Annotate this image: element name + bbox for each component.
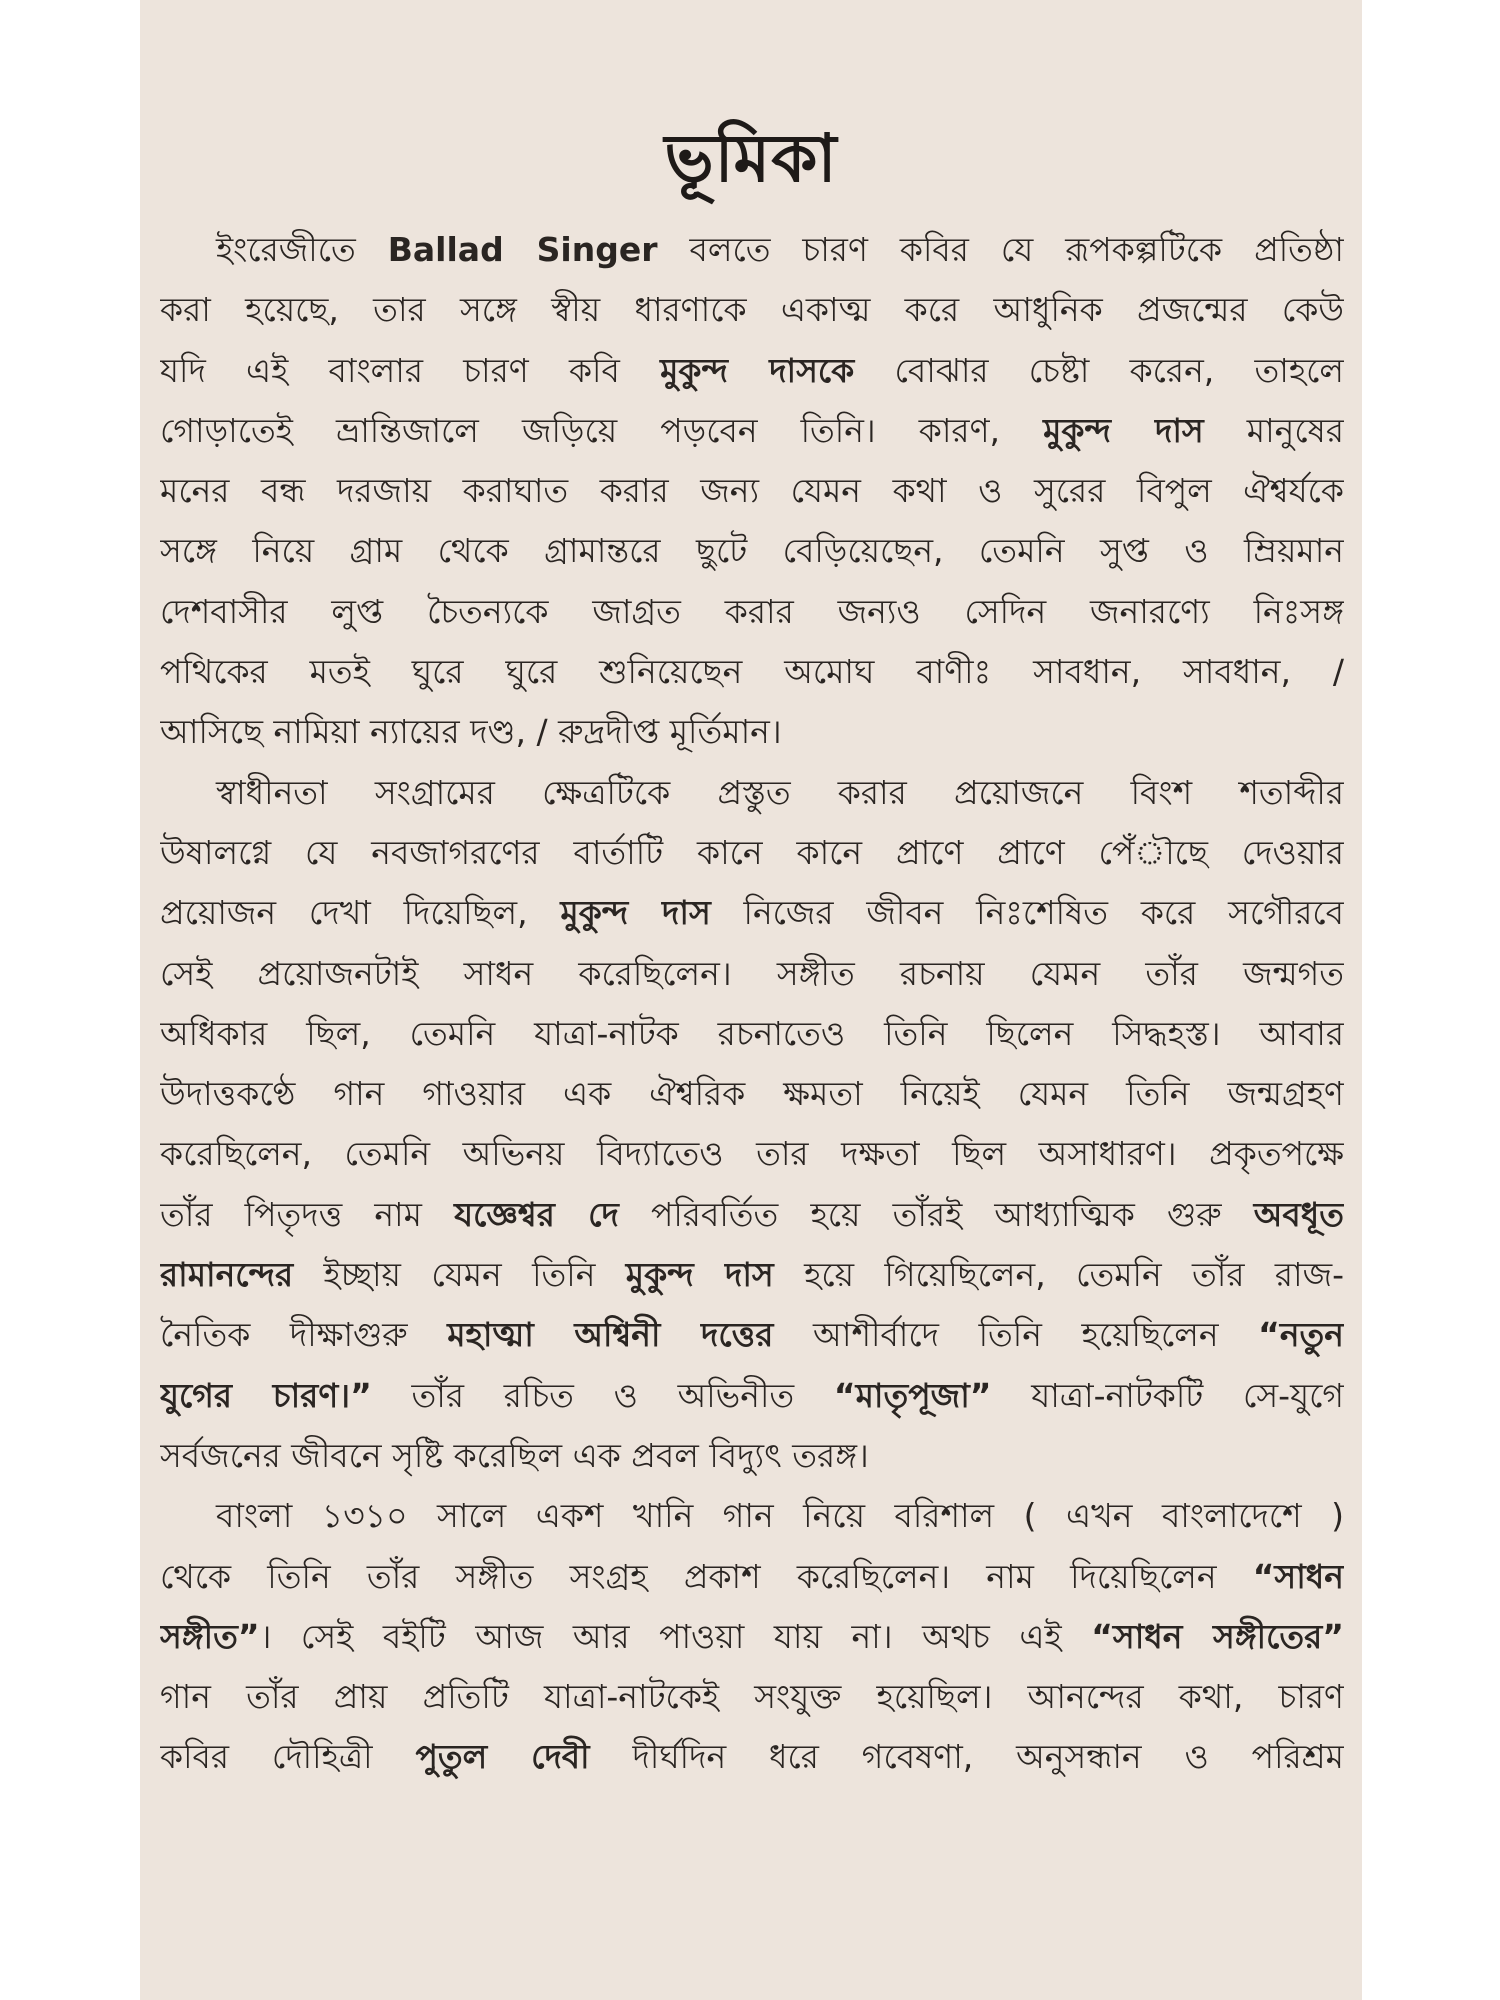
text-line xyxy=(160,1245,1344,1305)
bold-text-segment: “সাধন xyxy=(1252,1556,1344,1596)
text-segment: নিজের জীবন নিঃশেষিত করে সগৌরবে xyxy=(710,893,1344,933)
text-line xyxy=(160,1305,1344,1365)
bold-text-segment: যুগের চারণ।” xyxy=(160,1375,372,1415)
text-line xyxy=(160,1004,1344,1064)
text-segment: তাঁর রচিত ও অভিনীত xyxy=(371,1375,834,1415)
text-segment: তাঁর পিতৃদত্ত নাম xyxy=(160,1194,455,1234)
text-segment: স্বাধীনতা সংগ্রামের ক্ষেত্রটিকে প্রস্তুত করার প্রয়োজনে বিংশ শতাব্দীর xyxy=(216,772,1344,812)
text-line xyxy=(160,1426,1344,1486)
text-segment: যাত্রা-নাটকটি সে-যুগে xyxy=(991,1375,1344,1415)
text-line xyxy=(160,642,1344,702)
text-segment: উদাত্তকণ্ঠে গান গাওয়ার এক ঐশ্বরিক ক্ষমতা নিয়েই যেমন তিনি জন্মগ্রহণ xyxy=(160,1074,1344,1114)
bold-text-segment: পুতুল দেবী xyxy=(415,1737,590,1777)
text-line xyxy=(160,220,1344,280)
text-line xyxy=(160,944,1344,1004)
text-segment: বলতে চারণ কবির যে রূপকল্পটিকে প্রতিষ্ঠা xyxy=(657,230,1344,269)
text-line xyxy=(160,1064,1344,1124)
text-segment: থেকে তিনি তাঁর সঙ্গীত সংগ্রহ প্রকাশ করেছিলেন। নাম দিয়েছিলেন xyxy=(160,1556,1253,1596)
bold-text-segment: মহাত্মা অশ্বিনী দত্তের xyxy=(447,1315,774,1355)
text-line xyxy=(160,1607,1344,1667)
bold-text-segment: “নতুন xyxy=(1258,1315,1344,1355)
bold-text-segment: রামানন্দের xyxy=(160,1255,294,1295)
bold-text-segment: মুকুন্দ দাস xyxy=(625,1255,774,1295)
text-line xyxy=(160,702,1344,762)
text-line xyxy=(160,341,1344,401)
text-segment: নৈতিক দীক্ষাগুরু xyxy=(160,1315,448,1355)
text-line xyxy=(160,1486,1344,1546)
text-segment: ইচ্ছায় যেমন তিনি xyxy=(293,1255,626,1295)
bold-text-segment: মুকুন্দ দাসকে xyxy=(660,350,855,390)
text-segment: বাংলা ১৩১০ সালে একশ খানি গান নিয়ে বরিশাল ( এখন বাংলাদেশে ) xyxy=(216,1496,1344,1536)
text-line xyxy=(160,883,1344,943)
text-segment: যদি এই বাংলার চারণ কবি xyxy=(160,350,661,390)
bold-text-segment: “মাতৃপূজা” xyxy=(833,1375,992,1415)
text-segment: উষালগ্নে যে নবজাগরণের বার্তাটি কানে কানে প্রাণে প্রাণে পেঁৗছে দেওয়ার xyxy=(160,832,1344,872)
text-line xyxy=(160,1667,1344,1727)
text-segment: করা হয়েছে, তার সঙ্গে স্বীয় ধারণাকে একাত্ম করে আধুনিক প্রজন্মের কেউ xyxy=(160,290,1344,330)
text-segment: প্রয়োজন দেখা দিয়েছিল, xyxy=(160,893,561,933)
text-segment: সেই প্রয়োজনটাই সাধন করেছিলেন। সঙ্গীত রচনায় যেমন তাঁর জন্মগত xyxy=(160,953,1344,993)
text-segment: পথিকের মতই ঘুরে ঘুরে শুনিয়েছেন অমোঘ বাণীঃ সাবধান, সাবধান, / xyxy=(160,652,1344,692)
text-segment: গোড়াতেই ভ্রান্তিজালে জড়িয়ে পড়বেন তিনি। কারণ, xyxy=(160,410,1044,450)
text-segment: হয়ে গিয়েছিলেন, তেমনি তাঁর রাজ- xyxy=(773,1255,1344,1295)
bold-text-segment: সঙ্গীত” xyxy=(160,1616,260,1656)
bold-text-segment: Ballad Singer xyxy=(387,230,658,269)
text-segment: সর্বজনের জীবনে সৃষ্টি করেছিল এক প্রবল বিদ্যুৎ তরঙ্গ। xyxy=(160,1435,869,1475)
text-segment: ইংরেজীতে xyxy=(216,230,388,269)
text-segment: আসিছে নামিয়া ন্যায়ের দণ্ড, / রুদ্রদীপ্ত মূর্তিমান। xyxy=(160,712,782,752)
text-line xyxy=(160,582,1344,642)
text-line xyxy=(160,461,1344,521)
bold-text-segment: যজ্ঞেশ্বর দে xyxy=(454,1194,619,1234)
bold-text-segment: মুকুন্দ দাস xyxy=(1043,410,1204,450)
page-title: ভূমিকা xyxy=(664,120,838,197)
bold-text-segment: মুকুন্দ দাস xyxy=(560,893,711,933)
text-segment: অধিকার ছিল, তেমনি যাত্রা-নাটক রচনাতেও তিনি ছিলেন সিদ্ধহস্ত। আবার xyxy=(160,1013,1344,1053)
text-line xyxy=(160,1366,1344,1426)
body-text xyxy=(160,220,1344,1788)
text-line xyxy=(160,401,1344,461)
book-page xyxy=(140,0,1362,2000)
text-line xyxy=(160,1727,1344,1787)
text-line xyxy=(160,1547,1344,1607)
text-segment: দীর্ঘদিন ধরে গবেষণা, অনুসন্ধান ও পরিশ্রম xyxy=(589,1737,1344,1777)
text-line xyxy=(160,280,1344,340)
text-segment: করেছিলেন, তেমনি অভিনয় বিদ্যাতেও তার দক্ষতা ছিল অসাধারণ। প্রকৃতপক্ষে xyxy=(160,1134,1344,1174)
text-line xyxy=(160,823,1344,883)
bold-text-segment: অবধূত xyxy=(1253,1194,1344,1234)
text-segment: কবির দৌহিত্রী xyxy=(160,1737,416,1777)
text-line xyxy=(160,763,1344,823)
text-segment: পরিবর্তিত হয়ে তাঁরই আধ্যাত্মিক গুরু xyxy=(618,1194,1254,1234)
text-segment: আশীর্বাদে তিনি হয়েছিলেন xyxy=(773,1315,1259,1355)
text-segment: সঙ্গে নিয়ে গ্রাম থেকে গ্রামান্তরে ছুটে বেড়িয়েছেন, তেমনি সুপ্ত ও ম্রিয়মান xyxy=(160,531,1344,571)
text-segment: দেশবাসীর লুপ্ত চৈতন্যকে জাগ্রত করার জন্যও সেদিন জনারণ্যে নিঃসঙ্গ xyxy=(160,591,1344,631)
text-segment: । সেই বইটি আজ আর পাওয়া যায় না। অথচ এই xyxy=(259,1616,1092,1656)
text-segment: বোঝার চেষ্টা করেন, তাহলে xyxy=(854,350,1344,390)
text-line xyxy=(160,1185,1344,1245)
bold-text-segment: “সাধন সঙ্গীতের” xyxy=(1091,1616,1344,1656)
text-line xyxy=(160,521,1344,581)
text-segment: মানুষের xyxy=(1203,410,1344,450)
text-segment: মনের বন্ধ দরজায় করাঘাত করার জন্য যেমন কথা ও সুরের বিপুল ঐশ্বর্যকে xyxy=(160,471,1344,511)
text-segment: গান তাঁর প্রায় প্রতিটি যাত্রা-নাটকেই সংযুক্ত হয়েছিল। আনন্দের কথা, চারণ xyxy=(160,1677,1344,1717)
text-line xyxy=(160,1124,1344,1184)
